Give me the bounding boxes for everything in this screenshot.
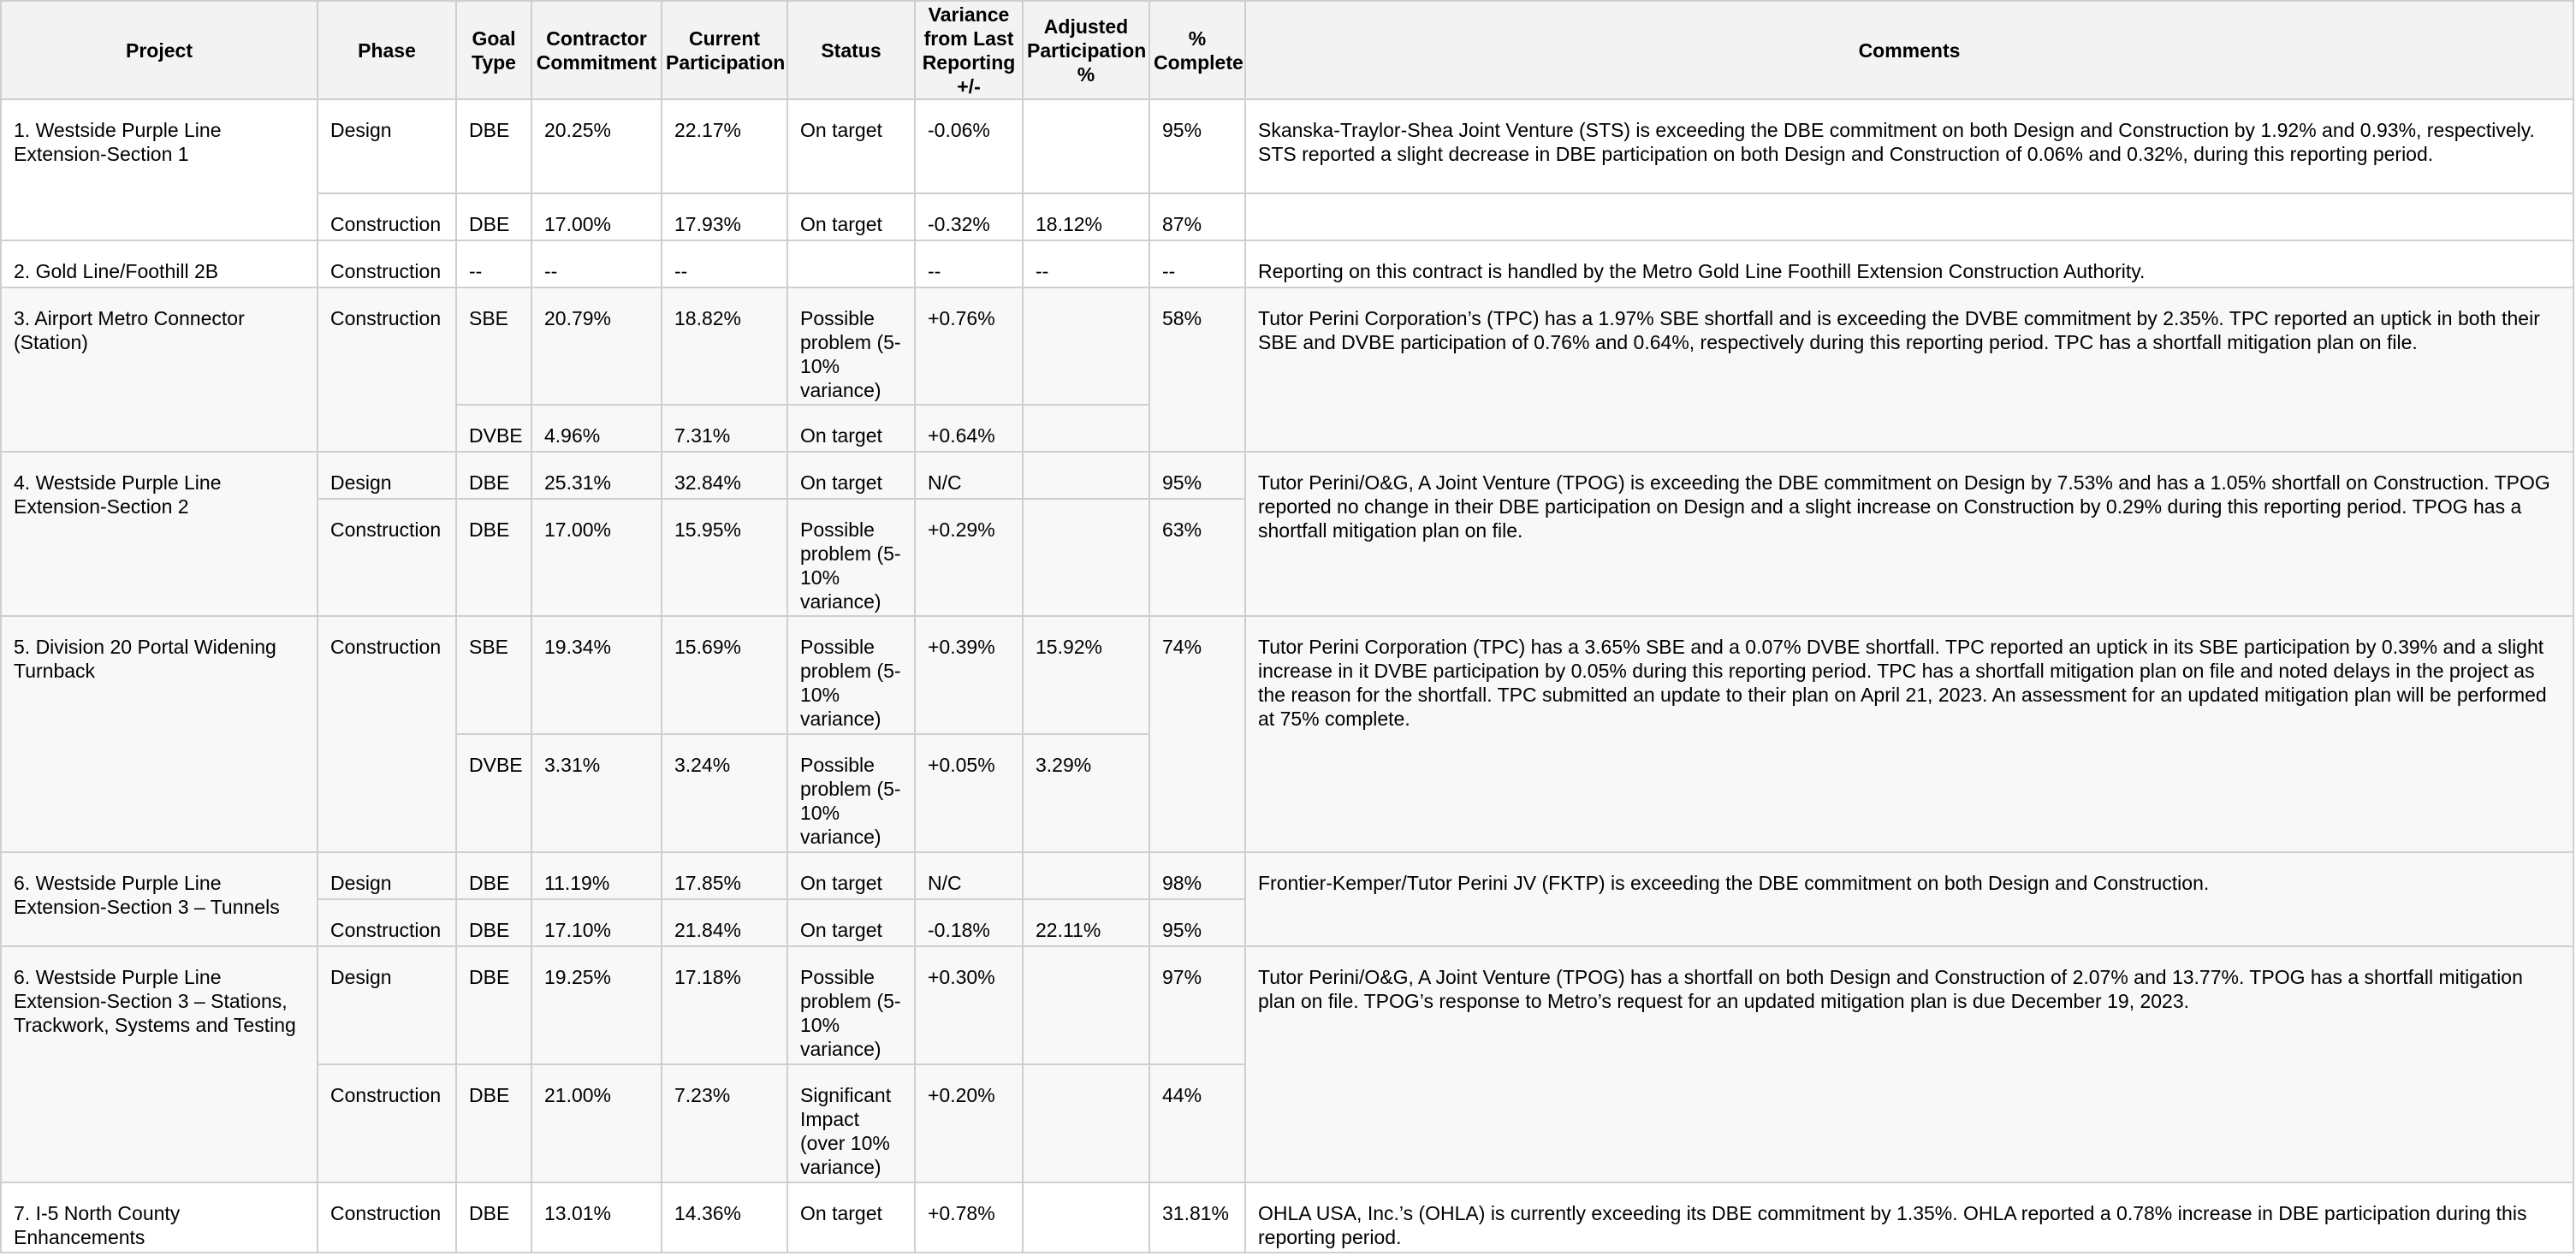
table-row: [1, 240, 2573, 287]
goal-type-cell: --: [456, 240, 531, 287]
adjusted-cell: [1023, 99, 1149, 193]
complete-cell: 31.81%: [1149, 1182, 1245, 1253]
adjusted-cell: [1023, 1064, 1149, 1182]
complete-cell: 44%: [1149, 1064, 1245, 1182]
complete-cell: 97%: [1149, 946, 1245, 1064]
variance-cell: +0.76%: [915, 287, 1023, 405]
comments-cell: Reporting on this contract is handled by the Metro Gold Line Foothill Extension Construction Authority.: [1245, 240, 2573, 287]
commitment-cell: 19.34%: [531, 616, 662, 734]
goal-type-cell: DBE: [456, 946, 531, 1064]
goal-type-cell: DBE: [456, 499, 531, 616]
variance-cell: +0.29%: [915, 499, 1023, 616]
header-percent-complete: % Complete: [1149, 1, 1245, 99]
phase-cell: Design: [318, 946, 456, 1064]
status-cell: On target: [787, 899, 915, 946]
commitment-cell: 17.00%: [531, 499, 662, 616]
project-cell: 1. Westside Purple Line Extension-Section 1: [1, 99, 318, 240]
variance-cell: +0.78%: [915, 1182, 1023, 1253]
header-project: Project: [1, 1, 318, 99]
adjusted-cell: 18.12%: [1023, 193, 1149, 240]
table-row: [1, 616, 2573, 734]
commitment-cell: --: [531, 240, 662, 287]
participation-cell: 15.95%: [662, 499, 787, 616]
variance-cell: +0.05%: [915, 734, 1023, 852]
header-comments: Comments: [1245, 1, 2573, 99]
status-cell: On target: [787, 193, 915, 240]
project-cell: 6. Westside Purple Line Extension-Section 3 – Stations, Trackwork, Systems and Testing: [1, 946, 318, 1182]
phase-cell: Construction: [318, 616, 456, 852]
variance-cell: +0.64%: [915, 405, 1023, 452]
status-cell: On target: [787, 852, 915, 899]
complete-cell: 95%: [1149, 99, 1245, 193]
participation-cell: 17.93%: [662, 193, 787, 240]
comments-cell: [1245, 193, 2573, 240]
project-cell: 7. I-5 North County Enhancements: [1, 1182, 318, 1253]
complete-cell: 95%: [1149, 452, 1245, 499]
goal-type-cell: DBE: [456, 452, 531, 499]
complete-cell: 63%: [1149, 499, 1245, 616]
header-adjusted-participation: Adjusted Participation %: [1023, 1, 1149, 99]
participation-cell: 3.24%: [662, 734, 787, 852]
goal-type-cell: DBE: [456, 193, 531, 240]
header-variance: Variance from Last Reporting +/-: [915, 1, 1023, 99]
variance-cell: --: [915, 240, 1023, 287]
phase-cell: Construction: [318, 499, 456, 616]
complete-cell: 87%: [1149, 193, 1245, 240]
phase-cell: Design: [318, 99, 456, 193]
status-cell: On target: [787, 452, 915, 499]
header-goal-type: Goal Type: [456, 1, 531, 99]
header-current-participation: Current Participation: [662, 1, 787, 99]
complete-cell: 98%: [1149, 852, 1245, 899]
adjusted-cell: [1023, 452, 1149, 499]
commitment-cell: 21.00%: [531, 1064, 662, 1182]
project-cell: 4. Westside Purple Line Extension-Section 2: [1, 452, 318, 616]
participation-cell: 18.82%: [662, 287, 787, 405]
commitment-cell: 25.31%: [531, 452, 662, 499]
header-phase: Phase: [318, 1, 456, 99]
commitment-cell: 17.10%: [531, 899, 662, 946]
adjusted-cell: 3.29%: [1023, 734, 1149, 852]
header-row: [1, 1, 2573, 99]
participation-cell: 17.18%: [662, 946, 787, 1064]
commitment-cell: 3.31%: [531, 734, 662, 852]
goal-type-cell: DBE: [456, 99, 531, 193]
complete-cell: 58%: [1149, 287, 1245, 452]
comments-cell: Tutor Perini/O&G, A Joint Venture (TPOG) has a shortfall on both Design and Construction of 2.07% and 13.77%. TPOG has a shortfall mitigation plan on file. TPOG’s response to Metro’s request for an updated mitigation plan is due December 19, 2023.: [1245, 946, 2573, 1182]
variance-cell: -0.18%: [915, 899, 1023, 946]
phase-cell: Construction: [318, 240, 456, 287]
participation-cell: 22.17%: [662, 99, 787, 193]
status-cell: [787, 240, 915, 287]
table-row: [1, 193, 2573, 240]
goal-type-cell: SBE: [456, 616, 531, 734]
commitment-cell: 13.01%: [531, 1182, 662, 1253]
comments-cell: Tutor Perini/O&G, A Joint Venture (TPOG) is exceeding the DBE commitment on Design by 7.53% and has a 1.05% shortfall on Construction. TPOG reported no change in their DBE participation on Design and a slight increase on Construction by 0.29% during this reporting period. TPOG has a shortfall mitigation plan on file.: [1245, 452, 2573, 616]
goal-type-cell: DVBE: [456, 405, 531, 452]
status-cell: Significant Impact (over 10% variance): [787, 1064, 915, 1182]
status-cell: Possible problem (5-10% variance): [787, 946, 915, 1064]
status-cell: Possible problem (5-10% variance): [787, 734, 915, 852]
comments-cell: Frontier-Kemper/Tutor Perini JV (FKTP) is exceeding the DBE commitment on both Design and Construction.: [1245, 852, 2573, 946]
participation-cell: 7.23%: [662, 1064, 787, 1182]
table-row: [1, 452, 2573, 499]
participation-cell: 21.84%: [662, 899, 787, 946]
participation-cell: 32.84%: [662, 452, 787, 499]
complete-cell: 95%: [1149, 899, 1245, 946]
goal-type-cell: DVBE: [456, 734, 531, 852]
goal-type-cell: DBE: [456, 899, 531, 946]
complete-cell: --: [1149, 240, 1245, 287]
phase-cell: Design: [318, 852, 456, 899]
adjusted-cell: --: [1023, 240, 1149, 287]
phase-cell: Construction: [318, 287, 456, 452]
variance-cell: -0.06%: [915, 99, 1023, 193]
variance-cell: N/C: [915, 452, 1023, 499]
adjusted-cell: 15.92%: [1023, 616, 1149, 734]
phase-cell: Design: [318, 452, 456, 499]
phase-cell: Construction: [318, 1064, 456, 1182]
commitment-cell: 17.00%: [531, 193, 662, 240]
participation-cell: 15.69%: [662, 616, 787, 734]
goal-type-cell: DBE: [456, 1064, 531, 1182]
complete-cell: 74%: [1149, 616, 1245, 852]
variance-cell: N/C: [915, 852, 1023, 899]
goal-type-cell: SBE: [456, 287, 531, 405]
table-row: [1, 1182, 2573, 1253]
comments-cell: Tutor Perini Corporation’s (TPC) has a 1.97% SBE shortfall and is exceeding the DVBE commitment by 2.35%. TPC reported an uptick in both their SBE and DVBE participation of 0.76% and 0.64%, respectively during this reporting period. TPC has a shortfall mitigation plan on file.: [1245, 287, 2573, 452]
adjusted-cell: [1023, 1182, 1149, 1253]
commitment-cell: 4.96%: [531, 405, 662, 452]
goal-type-cell: DBE: [456, 852, 531, 899]
status-cell: On target: [787, 405, 915, 452]
status-cell: Possible problem (5-10% variance): [787, 499, 915, 616]
commitment-cell: 20.25%: [531, 99, 662, 193]
commitment-cell: 11.19%: [531, 852, 662, 899]
phase-cell: Construction: [318, 899, 456, 946]
status-cell: Possible problem (5-10% variance): [787, 287, 915, 405]
project-cell: 3. Airport Metro Connector (Station): [1, 287, 318, 452]
adjusted-cell: [1023, 499, 1149, 616]
status-cell: Possible problem (5-10% variance): [787, 616, 915, 734]
project-cell: 5. Division 20 Portal Widening Turnback: [1, 616, 318, 852]
participation-cell: 14.36%: [662, 1182, 787, 1253]
status-cell: On target: [787, 99, 915, 193]
header-contractor-commitment: Contractor Commitment: [531, 1, 662, 99]
table-row: [1, 946, 2573, 1064]
goal-type-cell: DBE: [456, 1182, 531, 1253]
participation-cell: 17.85%: [662, 852, 787, 899]
comments-cell: Skanska-Traylor-Shea Joint Venture (STS) is exceeding the DBE commitment on both Design and Construction by 1.92% and 0.93%, respectively. STS reported a slight decrease in DBE participation on both Design and Construction of 0.06% and 0.32%, during this reporting period.: [1245, 99, 2573, 193]
commitment-cell: 20.79%: [531, 287, 662, 405]
adjusted-cell: [1023, 946, 1149, 1064]
project-cell: 2. Gold Line/Foothill 2B: [1, 240, 318, 287]
commitment-cell: 19.25%: [531, 946, 662, 1064]
participation-cell: --: [662, 240, 787, 287]
project-cell: 6. Westside Purple Line Extension-Section 3 – Tunnels: [1, 852, 318, 946]
table-row: [1, 99, 2573, 193]
variance-cell: +0.39%: [915, 616, 1023, 734]
comments-cell: Tutor Perini Corporation (TPC) has a 3.65% SBE and a 0.07% DVBE shortfall. TPC reported an uptick in its SBE participation by 0.39% and a slight increase in it DVBE participation by 0.05% during this reporting period. TPC has a shortfall mitigation plan on file and noted delays in the project as the reason for the shortfall. TPC submitted an update to their plan on April 21, 2023. An assessment for an updated mitigation plan will be performed at 75% complete.: [1245, 616, 2573, 852]
variance-cell: -0.32%: [915, 193, 1023, 240]
participation-cell: 7.31%: [662, 405, 787, 452]
comments-cell: OHLA USA, Inc.’s (OHLA) is currently exceeding its DBE commitment by 1.35%. OHLA reported a 0.78% increase in DBE participation during this reporting period.: [1245, 1182, 2573, 1253]
header-status: Status: [787, 1, 915, 99]
table-row: [1, 852, 2573, 899]
adjusted-cell: 22.11%: [1023, 899, 1149, 946]
phase-cell: Construction: [318, 1182, 456, 1253]
status-cell: On target: [787, 1182, 915, 1253]
table-row: [1, 287, 2573, 405]
adjusted-cell: [1023, 852, 1149, 899]
adjusted-cell: [1023, 405, 1149, 452]
variance-cell: +0.20%: [915, 1064, 1023, 1182]
phase-cell: Construction: [318, 193, 456, 240]
variance-cell: +0.30%: [915, 946, 1023, 1064]
adjusted-cell: [1023, 287, 1149, 405]
